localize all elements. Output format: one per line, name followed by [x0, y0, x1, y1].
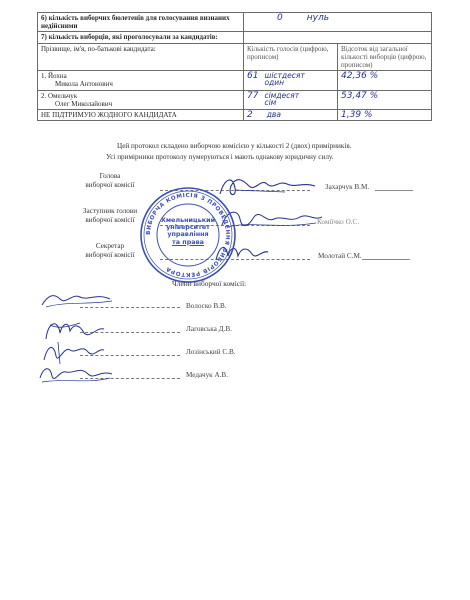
- none-percent: 1,39 %: [341, 110, 373, 121]
- secretary-role: Секретар виборчої комісії: [85, 242, 135, 259]
- none-votes-words: два: [266, 110, 281, 120]
- table-header-row: [38, 43, 432, 71]
- members-title: Члени виборчої комісії:: [172, 279, 247, 288]
- table-row: [38, 71, 432, 90]
- member-name: Лаговська Д.В.: [186, 325, 232, 333]
- svg-text:ВИБОРЧА КОМІСІЯ З ПРОВЕДЕННЯ В: ВИБОРЧА КОМІСІЯ З ПРОВЕДЕННЯ ВИБОРІВ РЕКТОРА: [145, 192, 231, 278]
- deputy-name: Коміїчко О.С.: [317, 218, 360, 226]
- none-label: НЕ ПІДТРИМУЮ ЖОДНОГО КАНДИДАТА: [38, 110, 244, 121]
- candidate-votes-words: сімдесят сім: [264, 90, 300, 107]
- candidate-name-cell: [38, 71, 244, 90]
- chair-role: Голова виборчої комісії: [85, 172, 135, 189]
- stamp-center-text: Хмельницький університет управління та права: [160, 216, 216, 246]
- secretary-name: Молотай С.М.: [318, 252, 362, 260]
- protocol-note-line2: Усі примірники протоколу пумеруються і мають однакову юридичну силу.: [106, 153, 334, 161]
- candidate-name-cell: [38, 90, 244, 109]
- member-signature: [36, 362, 116, 388]
- invalid-ballots-words: нуль: [306, 13, 330, 23]
- header-vote-percent: Відсоток від загальної кількості виборців (цифрою, прописом): [338, 43, 432, 71]
- table-row-voters-for-candidates: [38, 32, 432, 43]
- candidate-votes-words: шістдесят один: [264, 71, 305, 88]
- candidate-percent: 42,36 %: [341, 71, 379, 82]
- candidate-votes-cell: [244, 71, 338, 90]
- table-row: [38, 90, 432, 109]
- candidate-percent-cell: [338, 90, 432, 109]
- candidate-full-name: Микола Антонович: [55, 80, 113, 89]
- results-table: [37, 12, 432, 121]
- header-vote-count: Кількість голосів (цифрою, прописом): [244, 43, 338, 71]
- member-name: Волоско В.В.: [186, 302, 227, 310]
- none-votes-cell: [244, 110, 338, 121]
- table-row-none: [38, 110, 432, 121]
- candidate-percent-cell: [338, 71, 432, 90]
- candidate-surname: 1. Йохна: [41, 72, 67, 81]
- candidate-percent: 53,47 %: [341, 90, 379, 101]
- table-row-invalid-ballots: [38, 13, 432, 32]
- member-name: Медачук А.В.: [186, 371, 229, 379]
- official-stamp: [138, 185, 238, 285]
- invalid-ballots-value: [244, 13, 432, 32]
- member-signature: [38, 287, 118, 313]
- protocol-note-line1: Цей протокол складено виборчою комісією у кількості 2 (двох) примірників.: [117, 142, 352, 150]
- invalid-ballots-number: 0: [277, 13, 283, 23]
- deputy-role: Заступник голови виборчої комісії: [82, 207, 138, 224]
- candidate-votes-cell: [244, 90, 338, 109]
- invalid-ballots-label: 6) кількість виборчих бюлетенів для голосування визнаних недійсними: [38, 13, 244, 32]
- candidate-full-name: Олег Миколайович: [55, 99, 113, 108]
- none-votes-number: 2: [247, 110, 253, 121]
- voters-for-candidates-label: 7) кількість виборців, які проголосували за кандидатів:: [38, 32, 244, 43]
- none-percent-cell: [338, 110, 432, 121]
- header-candidate-name: Прізвище, ім'я, по-батькові кандидата:: [38, 43, 244, 71]
- member-name: Лозінський С.В.: [186, 348, 236, 356]
- candidate-votes-number: 61: [247, 71, 259, 82]
- chair-name: Захарчук В.М.: [325, 183, 370, 191]
- candidate-surname: 2. Омельчук: [41, 91, 78, 100]
- candidate-votes-number: 77: [247, 90, 259, 101]
